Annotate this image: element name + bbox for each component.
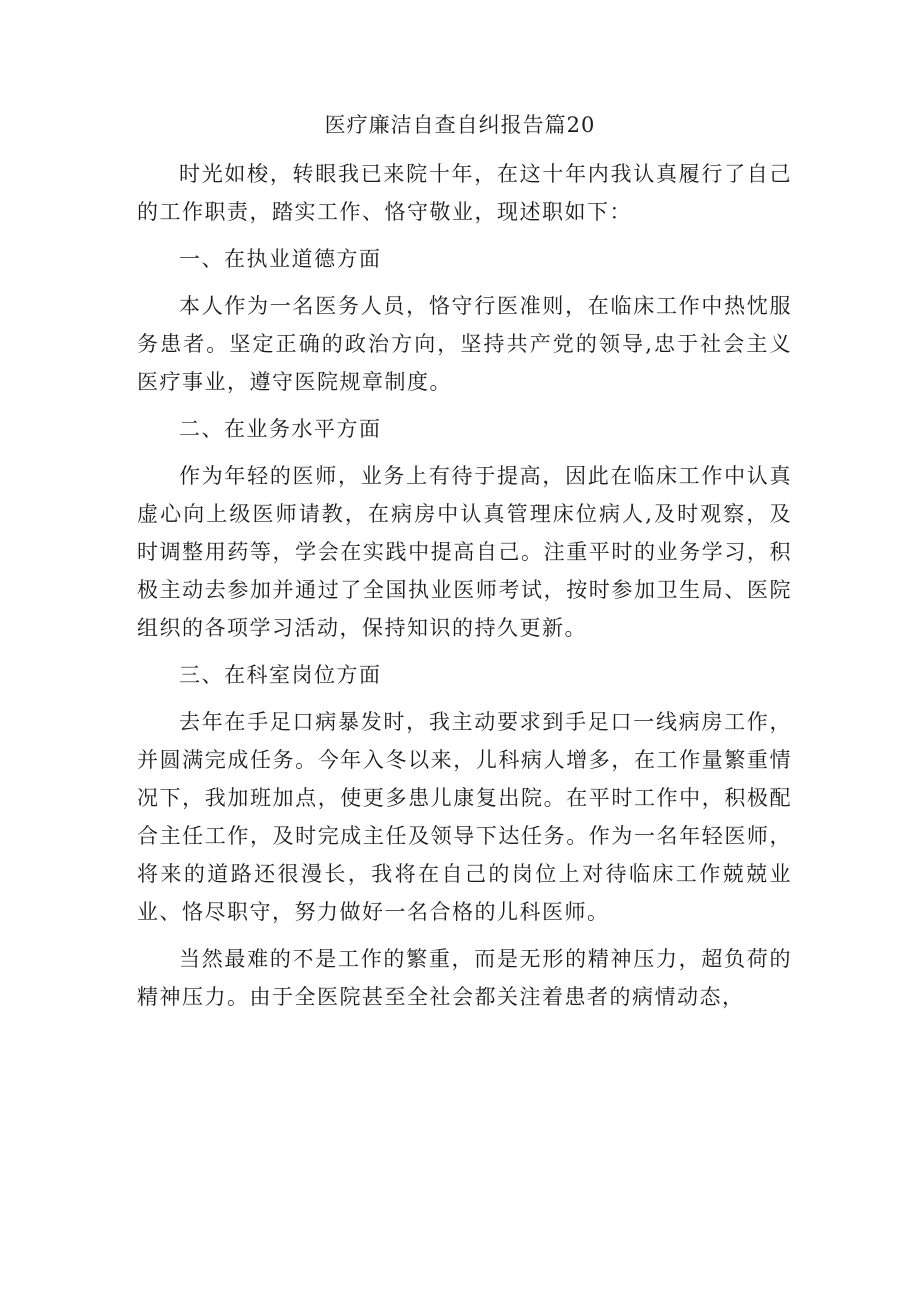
document-body — [137, 155, 792, 1025]
paragraph-intro: 时光如梭，转眼我已来院十年，在这十年内我认真履行了自己的工作职责，踏实工作、恪守敬业，现述职如下： — [137, 162, 792, 224]
section-heading-skills: 二、在业务水平方面 — [179, 417, 382, 441]
section-heading-department: 三、在科室岗位方面 — [179, 663, 382, 687]
paragraph-department: 去年在手足口病暴发时，我主动要求到手足口一线病房工作，并圆满完成任务。今年入冬以来，儿科病人增多，在工作量繁重情况下，我加班加点，使更多患儿康复出院。在平时工作中，积极配合主任工作，及时完成主任及领导下达任务。作为一名年轻医师，将来的道路还很漫长，我将在自己的岗位上对待临床工作兢兢业业、恪尽职守，努力做好一名合格的儿科医师。 — [137, 710, 792, 924]
paragraph-skills: 作为年轻的医师，业务上有待于提高，因此在临床工作中认真虚心向上级医师请教，在病房中认真管理床位病人,及时观察，及时调整用药等，学会在实践中提高自己。注重平时的业务学习，积极主动去参加并通过了全国执业医师考试，按时参加卫生局、医院组织的各项学习活动，保持知识的持久更新。 — [137, 464, 792, 640]
paragraph-pressure: 当然最难的不是工作的繁重，而是无形的精神压力，超负荷的精神压力。由于全医院甚至全社会都关注着患者的病情动态， — [137, 947, 792, 1009]
document-title: 医疗廉洁自查自纠报告篇20 — [324, 113, 596, 137]
paragraph-ethics: 本人作为一名医务人员，恪守行医准则，在临床工作中热忱服务患者。坚定正确的政治方向，坚持共产党的领导,忠于社会主义医疗事业，遵守医院规章制度。 — [137, 294, 792, 394]
section-heading-ethics: 一、在执业道德方面 — [179, 247, 382, 271]
